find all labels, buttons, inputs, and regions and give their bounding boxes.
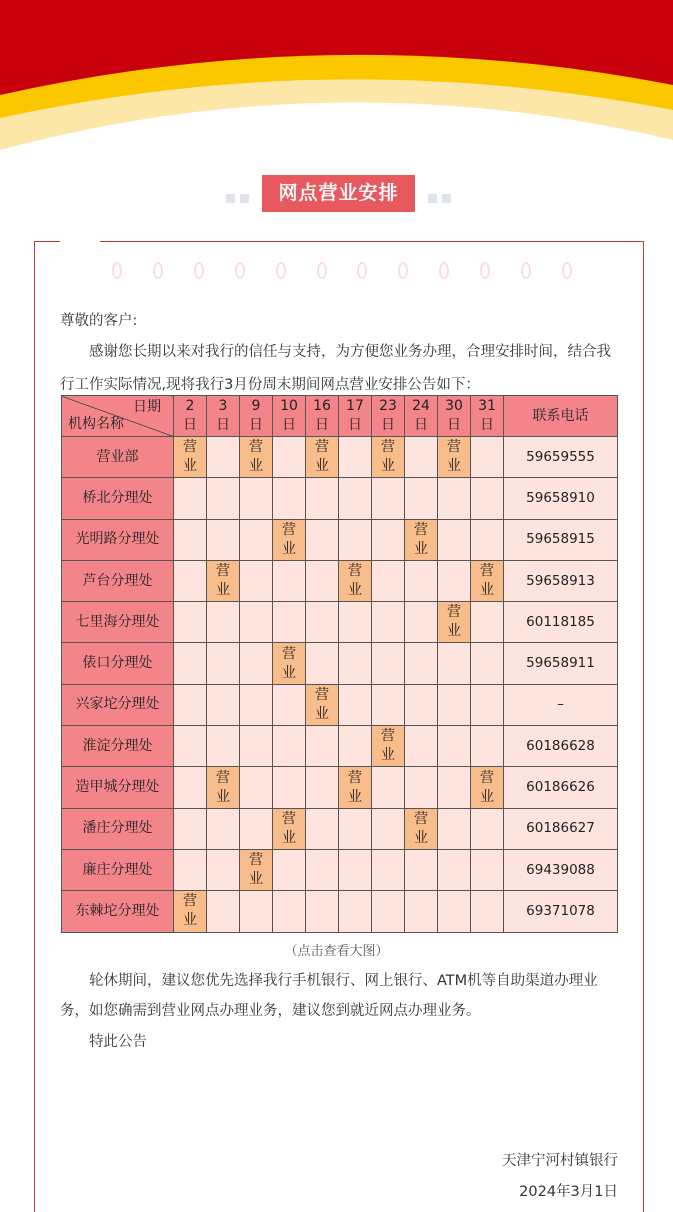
closed-cell — [471, 808, 504, 849]
table-body — [62, 437, 618, 933]
closed-cell — [174, 808, 207, 849]
open-cell — [438, 437, 471, 478]
closed-cell — [174, 478, 207, 519]
date-unit: 日 — [447, 417, 461, 433]
open-label-top: 营 — [315, 439, 329, 456]
closed-cell — [273, 891, 306, 932]
closed-cell — [240, 891, 273, 932]
closed-cell — [207, 891, 240, 932]
closed-cell — [174, 602, 207, 643]
closed-cell — [339, 643, 372, 684]
date-unit: 日 — [348, 417, 362, 433]
phone-cell: 69439088 — [504, 849, 618, 890]
closed-cell — [438, 891, 471, 932]
open-label-top: 营 — [216, 563, 230, 580]
open-cell — [273, 643, 306, 684]
title-decoration-right — [442, 194, 451, 203]
closed-cell — [174, 519, 207, 560]
closed-cell — [207, 478, 240, 519]
closed-cell — [240, 519, 273, 560]
open-label-top: 营 — [414, 810, 428, 827]
date-header-cell — [306, 396, 339, 437]
closed-cell — [240, 602, 273, 643]
table-header-row — [62, 396, 618, 437]
table-row — [62, 478, 618, 519]
open-label-bottom: 业 — [183, 912, 197, 929]
open-label-bottom: 业 — [315, 705, 329, 722]
title-decoration-left — [226, 194, 235, 203]
closed-cell — [471, 643, 504, 684]
table-row — [62, 891, 618, 932]
phone-cell: 60186626 — [504, 767, 618, 808]
closed-cell — [438, 767, 471, 808]
closed-cell — [273, 602, 306, 643]
open-label-bottom: 业 — [249, 871, 263, 888]
closed-cell — [339, 602, 372, 643]
open-cell — [273, 519, 306, 560]
date-number: 23 — [379, 398, 397, 414]
closed-cell — [207, 437, 240, 478]
closed-cell — [438, 684, 471, 725]
open-label-top: 营 — [480, 563, 494, 580]
closed-cell — [405, 684, 438, 725]
oval-decoration — [439, 262, 449, 279]
date-header-cell — [207, 396, 240, 437]
closed-cell — [207, 726, 240, 767]
closed-cell — [174, 684, 207, 725]
enlarge-caption[interactable]: （点击查看大图） — [284, 944, 389, 959]
open-label-top: 营 — [348, 769, 362, 786]
table-row — [62, 808, 618, 849]
open-label-bottom: 业 — [480, 788, 494, 805]
closed-cell — [372, 519, 405, 560]
oval-decoration — [112, 262, 122, 279]
closed-cell — [405, 849, 438, 890]
closed-cell — [240, 808, 273, 849]
open-label-top: 营 — [315, 686, 329, 703]
date-unit: 日 — [414, 417, 428, 433]
closed-cell — [306, 519, 339, 560]
closed-cell — [471, 478, 504, 519]
closed-cell — [405, 726, 438, 767]
table-row — [62, 643, 618, 684]
closed-cell — [372, 808, 405, 849]
open-label-bottom: 业 — [315, 458, 329, 475]
table-row — [62, 437, 618, 478]
phone-cell: 69371078 — [504, 891, 618, 932]
open-cell — [174, 437, 207, 478]
open-cell — [306, 437, 339, 478]
closed-cell — [372, 643, 405, 684]
open-label-top: 营 — [249, 852, 263, 869]
date-number: 10 — [280, 398, 298, 414]
oval-decoration — [235, 262, 245, 279]
open-cell — [438, 602, 471, 643]
open-label-bottom: 业 — [381, 747, 395, 764]
note-paragraph: 轮休期间，建议您优先选择我行手机银行、网上银行、ATM机等自助渠道办理业务，如您确需到营业网点办理业务，建议您到就近网点办理业务。 — [60, 973, 598, 1019]
phone-header-cell: 联系电话 — [504, 396, 618, 437]
open-label-top: 营 — [183, 439, 197, 456]
open-label-top: 营 — [282, 645, 296, 662]
open-cell — [174, 891, 207, 932]
date-number: 2 — [185, 398, 195, 414]
closed-cell — [306, 643, 339, 684]
closed-cell — [339, 808, 372, 849]
open-label-bottom: 业 — [183, 458, 197, 475]
corner-header-cell — [62, 396, 174, 437]
open-label-bottom: 业 — [216, 788, 230, 805]
closed-cell — [438, 519, 471, 560]
open-label-bottom: 业 — [381, 458, 395, 475]
open-cell — [372, 726, 405, 767]
open-cell — [372, 437, 405, 478]
closed-cell — [174, 849, 207, 890]
title-decoration-left — [240, 194, 249, 203]
open-label-bottom: 业 — [282, 829, 296, 846]
open-label-top: 营 — [480, 769, 494, 786]
closed-cell — [306, 767, 339, 808]
open-label-bottom: 业 — [447, 458, 461, 475]
open-label-top: 营 — [447, 604, 461, 621]
closed-cell — [174, 726, 207, 767]
date-unit: 日 — [216, 417, 230, 433]
open-label-top: 营 — [447, 439, 461, 456]
greeting: 尊敬的客户: — [60, 313, 138, 329]
closed-cell — [372, 767, 405, 808]
closed-cell — [339, 437, 372, 478]
closed-cell — [207, 684, 240, 725]
date-number: 9 — [251, 398, 261, 414]
date-header-cell — [471, 396, 504, 437]
branch-name-cell: 廉庄分理处 — [62, 849, 174, 890]
oval-decoration — [562, 262, 572, 279]
closed-cell — [405, 767, 438, 808]
date-unit: 日 — [183, 417, 197, 433]
open-label-top: 营 — [216, 769, 230, 786]
frame-notch — [60, 238, 100, 246]
closed-cell — [273, 726, 306, 767]
oval-decoration — [357, 262, 367, 279]
oval-decoration — [317, 262, 327, 279]
open-cell — [207, 560, 240, 601]
closed-cell — [471, 891, 504, 932]
open-label-top: 营 — [282, 521, 296, 538]
closed-cell — [471, 602, 504, 643]
date-unit: 日 — [282, 417, 296, 433]
closed-cell — [405, 560, 438, 601]
closed-cell — [372, 891, 405, 932]
closed-cell — [306, 478, 339, 519]
branch-name-cell: 桥北分理处 — [62, 478, 174, 519]
closed-cell — [438, 560, 471, 601]
date-header-cell — [240, 396, 273, 437]
closed-cell — [306, 602, 339, 643]
oval-decoration — [276, 262, 286, 279]
closed-cell — [273, 684, 306, 725]
open-cell — [207, 767, 240, 808]
closed-cell — [438, 726, 471, 767]
closed-cell — [207, 519, 240, 560]
header-banner — [0, 0, 673, 190]
closed-cell — [339, 684, 372, 725]
closed-cell — [405, 891, 438, 932]
closed-cell — [207, 808, 240, 849]
closed-cell — [471, 726, 504, 767]
phone-cell: 59658915 — [504, 519, 618, 560]
closed-cell — [240, 726, 273, 767]
closed-cell — [471, 684, 504, 725]
date-header-cell — [372, 396, 405, 437]
open-label-top: 营 — [249, 439, 263, 456]
phone-cell: 59658913 — [504, 560, 618, 601]
table-row — [62, 602, 618, 643]
closed-cell — [240, 560, 273, 601]
closed-cell — [240, 643, 273, 684]
closed-cell — [372, 602, 405, 643]
open-cell — [471, 560, 504, 601]
branch-name-cell: 俵口分理处 — [62, 643, 174, 684]
closed-cell — [405, 643, 438, 684]
closed-cell — [438, 478, 471, 519]
closed-cell — [438, 808, 471, 849]
date-number: 24 — [412, 398, 430, 414]
date-header-cell — [405, 396, 438, 437]
closed-cell — [339, 478, 372, 519]
table-row — [62, 519, 618, 560]
open-label-bottom: 业 — [447, 623, 461, 640]
open-label-bottom: 业 — [348, 582, 362, 599]
phone-cell: 59659555 — [504, 437, 618, 478]
closed-cell — [339, 726, 372, 767]
branch-name-cell: 潘庄分理处 — [62, 808, 174, 849]
table-row — [62, 726, 618, 767]
open-label-bottom: 业 — [282, 664, 296, 681]
closed-cell — [405, 437, 438, 478]
open-label-bottom: 业 — [282, 540, 296, 557]
phone-cell: – — [504, 684, 618, 725]
closed-cell — [273, 437, 306, 478]
open-label-bottom: 业 — [348, 788, 362, 805]
closed-cell — [339, 891, 372, 932]
date-number: 3 — [218, 398, 228, 414]
date-unit: 日 — [480, 417, 494, 433]
closed-cell — [207, 602, 240, 643]
oval-decoration — [194, 262, 204, 279]
decorative-ovals — [112, 262, 572, 284]
phone-cell: 60118185 — [504, 602, 618, 643]
oval-decoration — [398, 262, 408, 279]
closed-cell — [273, 767, 306, 808]
date-number: 16 — [313, 398, 331, 414]
intro-paragraph: 感谢您长期以来对我行的信任与支持，为方便您业务办理，合理安排时间，结合我行工作实际情况,现将我行3月份周末期间网点营业安排公告如下： — [60, 344, 611, 393]
closed-cell — [306, 808, 339, 849]
closed-cell — [339, 849, 372, 890]
closed-cell — [273, 478, 306, 519]
table-row — [62, 849, 618, 890]
branch-name-cell: 营业部 — [62, 437, 174, 478]
open-cell — [240, 849, 273, 890]
closed-cell — [405, 478, 438, 519]
closed-cell — [438, 643, 471, 684]
closed-cell — [405, 602, 438, 643]
closed-cell — [273, 849, 306, 890]
date-header-cell — [339, 396, 372, 437]
open-cell — [339, 767, 372, 808]
page-title: 网点营业安排 — [262, 175, 415, 212]
closed-cell — [372, 684, 405, 725]
corner-org-label: 机构名称 — [68, 416, 124, 432]
corner-date-label: 日期 — [133, 399, 161, 415]
closed-cell — [372, 560, 405, 601]
open-label-bottom: 业 — [216, 582, 230, 599]
phone-cell: 60186628 — [504, 726, 618, 767]
open-cell — [339, 560, 372, 601]
open-cell — [405, 519, 438, 560]
closed-cell — [174, 643, 207, 684]
open-label-top: 营 — [282, 810, 296, 827]
closed-cell — [372, 849, 405, 890]
closed-cell — [306, 849, 339, 890]
date-number: 17 — [346, 398, 364, 414]
phone-cell: 59658911 — [504, 643, 618, 684]
date-unit: 日 — [381, 417, 395, 433]
open-label-top: 营 — [414, 521, 428, 538]
closed-cell — [306, 891, 339, 932]
schedule-table[interactable] — [61, 395, 618, 933]
open-label-top: 营 — [381, 728, 395, 745]
phone-cell: 60186627 — [504, 808, 618, 849]
notice-text: 特此公告 — [89, 1034, 147, 1050]
table-row — [62, 684, 618, 725]
date-header-cell — [174, 396, 207, 437]
closed-cell — [240, 767, 273, 808]
closed-cell — [471, 437, 504, 478]
closed-cell — [339, 519, 372, 560]
closed-cell — [240, 478, 273, 519]
open-label-bottom: 业 — [480, 582, 494, 599]
closed-cell — [174, 767, 207, 808]
closed-cell — [240, 684, 273, 725]
date-number: 30 — [445, 398, 463, 414]
phone-cell: 59658910 — [504, 478, 618, 519]
bank-signature: 天津宁河村镇银行 — [502, 1153, 618, 1169]
closed-cell — [372, 478, 405, 519]
title-area — [0, 175, 673, 213]
open-cell — [273, 808, 306, 849]
open-cell — [471, 767, 504, 808]
open-cell — [306, 684, 339, 725]
closed-cell — [306, 726, 339, 767]
branch-name-cell: 光明路分理处 — [62, 519, 174, 560]
open-label-bottom: 业 — [249, 458, 263, 475]
oval-decoration — [153, 262, 163, 279]
open-cell — [405, 808, 438, 849]
announcement-date: 2024年3月1日 — [519, 1184, 618, 1200]
open-label-top: 营 — [348, 563, 362, 580]
closed-cell — [471, 849, 504, 890]
oval-decoration — [521, 262, 531, 279]
closed-cell — [207, 849, 240, 890]
date-unit: 日 — [249, 417, 263, 433]
open-label-bottom: 业 — [414, 829, 428, 846]
closed-cell — [471, 519, 504, 560]
closed-cell — [273, 560, 306, 601]
open-label-top: 营 — [183, 893, 197, 910]
table-row — [62, 560, 618, 601]
oval-decoration — [480, 262, 490, 279]
date-header-cell — [438, 396, 471, 437]
title-decoration-right — [428, 194, 437, 203]
branch-name-cell: 东棘坨分理处 — [62, 891, 174, 932]
branch-name-cell: 造甲城分理处 — [62, 767, 174, 808]
closed-cell — [438, 849, 471, 890]
closed-cell — [306, 560, 339, 601]
closed-cell — [174, 560, 207, 601]
date-number: 31 — [478, 398, 496, 414]
closed-cell — [207, 643, 240, 684]
branch-name-cell: 芦台分理处 — [62, 560, 174, 601]
table-row — [62, 767, 618, 808]
branch-name-cell: 七里海分理处 — [62, 602, 174, 643]
open-label-top: 营 — [381, 439, 395, 456]
branch-name-cell: 淮淀分理处 — [62, 726, 174, 767]
branch-name-cell: 兴家坨分理处 — [62, 684, 174, 725]
date-unit: 日 — [315, 417, 329, 433]
open-cell — [240, 437, 273, 478]
open-label-bottom: 业 — [414, 540, 428, 557]
date-header-cell — [273, 396, 306, 437]
